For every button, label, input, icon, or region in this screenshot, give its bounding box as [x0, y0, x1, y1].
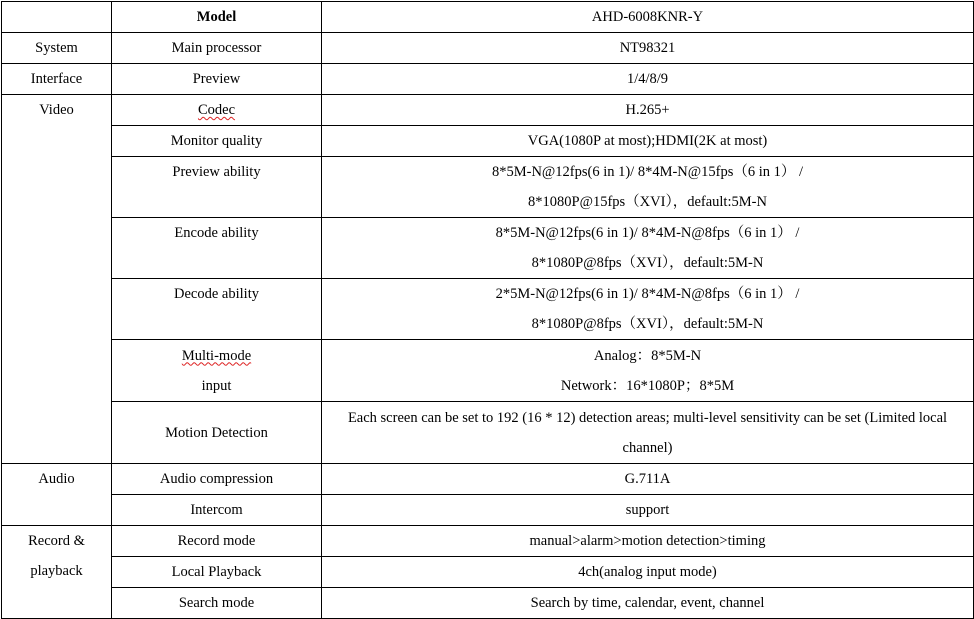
table-row	[2, 557, 974, 588]
category-audio: Audio	[2, 464, 112, 526]
record-mode-value: manual>alarm>motion detection>timing	[322, 526, 974, 557]
multi-mode-label-text: Multi-mode	[181, 347, 252, 364]
model-label: Model	[112, 2, 322, 33]
codec-value: H.265+	[322, 95, 974, 126]
local-playback-value: 4ch(analog input mode)	[322, 557, 974, 588]
table-row	[2, 218, 974, 279]
record-mode-label: Record mode	[112, 526, 322, 557]
preview-value: 1/4/8/9	[322, 64, 974, 95]
decode-ability-line1: 2*5M-N@12fps(6 in 1)/ 8*4M-N@8fps（6 in 1） /	[495, 286, 800, 302]
codec-label-text: Codec	[197, 102, 236, 118]
table-row	[2, 2, 974, 33]
table-row	[2, 340, 974, 402]
encode-ability-label: Encode ability	[112, 218, 322, 279]
monitor-quality-value: VGA(1080P at most);HDMI(2K at most)	[322, 126, 974, 157]
preview-ability-line2: 8*1080P@15fps（XVI），default:5M-N	[528, 194, 767, 210]
audio-compression-label: Audio compression	[112, 464, 322, 495]
table-row	[2, 33, 974, 64]
monitor-quality-label: Monitor quality	[112, 126, 322, 157]
codec-label	[112, 95, 322, 126]
preview-ability-value	[322, 157, 974, 218]
search-mode-value: Search by time, calendar, event, channel	[322, 588, 974, 619]
table-row	[2, 157, 974, 218]
table-row	[2, 526, 974, 557]
table-row	[2, 464, 974, 495]
category-system: System	[2, 33, 112, 64]
table-row	[2, 95, 974, 126]
preview-label: Preview	[112, 64, 322, 95]
encode-ability-line1: 8*5M-N@12fps(6 in 1)/ 8*4M-N@8fps（6 in 1） /	[495, 225, 800, 241]
search-mode-label: Search mode	[112, 588, 322, 619]
decode-ability-value	[322, 279, 974, 340]
encode-ability-value	[322, 218, 974, 279]
audio-compression-value: G.711A	[322, 464, 974, 495]
local-playback-label: Local Playback	[112, 557, 322, 588]
motion-detection-label: Motion Detection	[112, 402, 322, 464]
table-row	[2, 126, 974, 157]
preview-ability-label: Preview ability	[112, 157, 322, 218]
main-processor-value: NT98321	[322, 33, 974, 64]
decode-ability-label: Decode ability	[112, 279, 322, 340]
decode-ability-line2: 8*1080P@8fps（XVI），default:5M-N	[531, 316, 764, 332]
main-processor-label: Main processor	[112, 33, 322, 64]
multi-mode-value	[322, 340, 974, 402]
category-video: Video	[2, 95, 112, 464]
category-record-line2: playback	[30, 563, 83, 579]
multi-mode-label	[112, 340, 322, 402]
table-row	[2, 279, 974, 340]
spec-table	[1, 1, 974, 619]
multi-mode-label-line2: input	[201, 377, 232, 394]
multi-mode-line1: Analog：8*5M-N	[593, 347, 702, 364]
intercom-label: Intercom	[112, 495, 322, 526]
preview-ability-line1: 8*5M-N@12fps(6 in 1)/ 8*4M-N@15fps（6 in 1） /	[491, 164, 804, 180]
category-record-playback	[2, 526, 112, 619]
multi-mode-line2: Network：16*1080P；8*5M	[560, 377, 735, 394]
motion-detection-value: Each screen can be set to 192 (16 * 12) detection areas; multi-level sensitivity can be set (Limited local channel)	[322, 402, 974, 464]
table-row	[2, 402, 974, 464]
table-row	[2, 64, 974, 95]
header-blank-cell	[2, 2, 112, 33]
encode-ability-line2: 8*1080P@8fps（XVI），default:5M-N	[531, 255, 764, 271]
table-row	[2, 495, 974, 526]
intercom-value: support	[322, 495, 974, 526]
category-interface: Interface	[2, 64, 112, 95]
table-row	[2, 588, 974, 619]
multi-mode-label-line1	[118, 341, 315, 371]
category-record-line1: Record &	[28, 533, 85, 549]
model-value: AHD-6008KNR-Y	[322, 2, 974, 33]
